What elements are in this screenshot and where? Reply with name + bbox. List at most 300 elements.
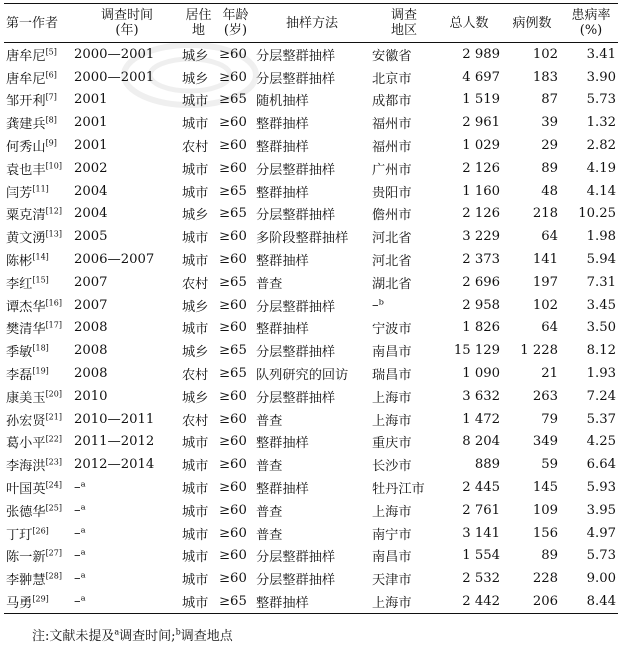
cell-rate: 9.00 <box>586 571 616 587</box>
cell-cases: 102 <box>532 297 558 313</box>
table-row <box>4 157 618 180</box>
cell-cases: 89 <box>541 160 558 176</box>
citation-ref: [6] <box>45 70 57 80</box>
cell-residence: 城市 <box>182 322 209 338</box>
citation-ref: [21] <box>45 412 62 422</box>
cell-total: 2 961 <box>462 115 500 131</box>
cell-cases: 145 <box>532 480 558 496</box>
table-row <box>4 590 618 613</box>
cell-time: 2011—2012 <box>74 434 155 450</box>
citation-ref: [17] <box>45 321 62 331</box>
prevalence-table <box>4 3 618 614</box>
citation-ref: [7] <box>45 93 57 103</box>
author-name: 孙宏贤 <box>6 413 46 429</box>
author-name: 李海洪 <box>6 459 46 475</box>
cell-method: 分层整群抽样 <box>256 48 336 64</box>
cell-rate: 1.98 <box>586 229 616 245</box>
cell-age: ≥60 <box>219 115 247 131</box>
author-name: 季敏 <box>6 345 33 361</box>
cell-cases: 206 <box>506 590 566 613</box>
cell-author <box>4 225 66 248</box>
cell-rate: 8.44 <box>566 590 618 613</box>
cell-total: 1 554 <box>462 548 500 564</box>
cell-residence: 城市 <box>182 459 209 475</box>
cell-location: 成都市 <box>372 94 412 110</box>
cell-cases: 1 228 <box>520 343 558 359</box>
cell-time: 2000—2001 <box>74 46 155 62</box>
cell-time: 2000—2001 <box>74 69 155 85</box>
cell-rate: 5.94 <box>586 252 616 268</box>
author-name: 何秀山 <box>6 140 46 156</box>
author-name: 谭杰华 <box>6 299 46 315</box>
cell-time: –ᵃ <box>74 548 86 564</box>
citation-ref: [27] <box>45 549 62 559</box>
cell-rate: 1.93 <box>586 366 616 382</box>
cell-rate: 1.32 <box>586 115 616 131</box>
cell-time: 2012—2014 <box>74 457 155 473</box>
cell-cases: 79 <box>541 411 558 427</box>
cell-cases: 48 <box>541 183 558 199</box>
cell-total: 2 126 <box>462 206 500 222</box>
cell-residence: 城市 <box>182 162 209 178</box>
cell-time: –ᵃ <box>74 571 86 587</box>
cell-cases: 102 <box>532 46 558 62</box>
header-rate <box>566 4 618 43</box>
cell-residence: 城乡 <box>182 71 209 87</box>
cell-rate: 3.45 <box>586 297 616 313</box>
cell-total: 2 989 <box>462 46 500 62</box>
cell-location: 瑞昌市 <box>372 368 412 384</box>
cell-age: ≥65 <box>219 206 247 222</box>
table-row <box>4 476 618 499</box>
cell-cases: 197 <box>532 274 558 290</box>
footnote-mid: 调查时间; <box>119 629 176 644</box>
cell-cases: 349 <box>532 434 558 450</box>
cell-method: 普查 <box>256 504 283 520</box>
cell-location: 上海市 <box>372 413 412 429</box>
cell-residence: 城市 <box>182 185 209 201</box>
header-cases-text: 病例数 <box>512 15 552 31</box>
cell-age: ≥60 <box>219 434 247 450</box>
citation-ref: [5] <box>45 47 57 57</box>
cell-residence: 城乡 <box>182 390 209 406</box>
cell-age: ≥60 <box>219 229 247 245</box>
cell-author <box>4 499 66 522</box>
header-location <box>370 4 438 43</box>
cell-residence: 城乡 <box>182 299 209 315</box>
table-row <box>4 134 618 157</box>
cell-author <box>4 317 66 340</box>
cell-cases: 109 <box>532 502 558 518</box>
cell-residence: 农村 <box>182 140 209 156</box>
cell-total: 4 697 <box>462 69 500 85</box>
cell-total: 3 141 <box>462 525 500 541</box>
cell-rate: 4.19 <box>586 160 616 176</box>
cell-rate: 5.37 <box>586 411 616 427</box>
cell-location: 牡丹江市 <box>372 482 425 498</box>
cell-location: 上海市 <box>372 390 412 406</box>
cell-author <box>4 522 66 545</box>
table-row <box>4 180 618 203</box>
table-header <box>4 4 618 43</box>
cell-location: 上海市 <box>372 504 412 520</box>
table-row <box>4 111 618 134</box>
header-age <box>217 4 254 43</box>
cell-rate: 7.31 <box>586 274 616 290</box>
cell-rate: 3.41 <box>586 46 616 62</box>
cell-total: 2 442 <box>438 590 506 613</box>
cell-author <box>4 157 66 180</box>
citation-ref: [24] <box>45 480 62 490</box>
cell-residence: 城市 <box>182 550 209 566</box>
cell-total: 1 090 <box>462 366 500 382</box>
cell-time: 2008 <box>74 366 108 382</box>
author-name: 邹开利 <box>6 94 46 110</box>
cell-location: 广州市 <box>372 162 412 178</box>
table-row <box>4 339 618 362</box>
citation-ref: [14] <box>32 252 49 262</box>
cell-residence: 城市 <box>180 590 217 613</box>
header-rate-line1: 患病率 <box>571 8 611 23</box>
cell-total: 3 229 <box>462 229 500 245</box>
cell-cases: 89 <box>541 548 558 564</box>
cell-rate: 8.12 <box>586 343 616 359</box>
cell-age: ≥60 <box>219 525 247 541</box>
table-row <box>4 317 618 340</box>
cell-time: 2008 <box>74 343 108 359</box>
cell-age: ≥60 <box>219 160 247 176</box>
cell-age: ≥60 <box>219 69 247 85</box>
cell-total: 1 519 <box>462 92 500 108</box>
header-time-line2: (年) <box>115 23 139 38</box>
author-name: 龚建兵 <box>6 117 46 133</box>
cell-location: 天津市 <box>372 573 412 589</box>
header-location-line2: 地区 <box>390 23 417 38</box>
cell-rate: 5.93 <box>586 480 616 496</box>
cell-time: 2002 <box>74 160 108 176</box>
cell-total: 2 532 <box>462 571 500 587</box>
cell-residence: 城市 <box>182 231 209 247</box>
cell-age: ≥60 <box>219 388 247 404</box>
cell-method: 整群抽样 <box>256 482 309 498</box>
cell-rate: 3.95 <box>586 502 616 518</box>
cell-cases: 218 <box>532 206 558 222</box>
cell-total: 1 472 <box>462 411 500 427</box>
table-row <box>4 522 618 545</box>
cell-total: 1 160 <box>462 183 500 199</box>
cell-location: 南昌市 <box>372 550 412 566</box>
footnote-sup-b: b <box>175 627 181 637</box>
cell-location: 湖北省 <box>372 276 412 292</box>
header-author <box>4 4 66 43</box>
cell-method: 整群抽样 <box>256 185 309 201</box>
cell-time: 2001 <box>74 92 108 108</box>
cell-author <box>4 111 66 134</box>
cell-author <box>4 248 66 271</box>
author-name: 马勇 <box>6 596 33 612</box>
cell-total: 1 029 <box>462 138 500 154</box>
cell-location: 福州市 <box>372 140 412 156</box>
cell-residence: 城乡 <box>182 208 209 224</box>
cell-time: –ᵃ <box>74 480 86 496</box>
cell-rate: 4.25 <box>586 434 616 450</box>
cell-location: 北京市 <box>372 71 412 87</box>
cell-time: 2004 <box>74 183 108 199</box>
cell-residence: 城市 <box>182 436 209 452</box>
cell-rate: 6.64 <box>586 457 616 473</box>
cell-method: 普查 <box>256 276 283 292</box>
header-author-text: 第一作者 <box>6 15 59 31</box>
cell-cases: 64 <box>541 320 558 336</box>
cell-time: 2008 <box>74 320 108 336</box>
table-row <box>4 271 618 294</box>
table-row <box>4 294 618 317</box>
cell-method: 普查 <box>256 413 283 429</box>
cell-total: 2 696 <box>462 274 500 290</box>
cell-cases: 39 <box>541 115 558 131</box>
author-name: 丁玎 <box>6 527 33 543</box>
cell-method: 整群抽样 <box>256 436 309 452</box>
cell-rate: 3.90 <box>586 69 616 85</box>
cell-age: ≥60 <box>219 457 247 473</box>
table-row <box>4 385 618 408</box>
cell-age: ≥65 <box>219 343 247 359</box>
cell-method: 整群抽样 <box>256 322 309 338</box>
author-name: 黄文湧 <box>6 231 46 247</box>
cell-total: 2 126 <box>462 160 500 176</box>
author-name: 陈彬 <box>6 254 33 270</box>
cell-age: ≥65 <box>219 366 247 382</box>
cell-rate: 4.97 <box>586 525 616 541</box>
table-row <box>4 43 618 66</box>
cell-location: –ᵇ <box>372 297 384 313</box>
author-name: 闫芳 <box>6 185 33 201</box>
footnote-prefix: 注:文献未提及 <box>32 629 115 644</box>
cell-author <box>4 408 66 431</box>
citation-ref: [18] <box>32 343 49 353</box>
cell-time: 2007 <box>74 274 108 290</box>
cell-age: ≥65 <box>219 183 247 199</box>
citation-ref: [16] <box>45 298 62 308</box>
cell-age: ≥60 <box>219 548 247 564</box>
cell-total: 889 <box>474 457 500 473</box>
author-name: 葛小平 <box>6 436 46 452</box>
citation-ref: [23] <box>45 457 62 467</box>
cell-location: 河北省 <box>372 254 412 270</box>
citation-ref: [26] <box>32 526 49 536</box>
cell-age: ≥65 <box>217 590 254 613</box>
cell-total: 8 204 <box>462 434 500 450</box>
table-row <box>4 408 618 431</box>
header-age-line1: 年龄 <box>222 8 249 23</box>
table-footnote <box>32 625 233 644</box>
table-body <box>4 43 618 614</box>
cell-method: 分层整群抽样 <box>256 345 336 361</box>
table-row <box>4 567 618 590</box>
author-name: 张德华 <box>6 504 46 520</box>
cell-cases: 64 <box>541 229 558 245</box>
cell-author <box>4 339 66 362</box>
cell-author <box>4 476 66 499</box>
cell-method: 分层整群抽样 <box>256 162 336 178</box>
author-name: 樊清华 <box>6 322 46 338</box>
author-name: 唐牟尼 <box>6 48 46 64</box>
header-age-line2: (岁) <box>223 23 248 38</box>
cell-total: 2 373 <box>462 252 500 268</box>
cell-method: 分层整群抽样 <box>256 573 336 589</box>
cell-residence: 城市 <box>182 573 209 589</box>
cell-age: ≥60 <box>219 252 247 268</box>
citation-ref: [28] <box>45 571 62 581</box>
cell-author <box>4 431 66 454</box>
cell-total: 3 632 <box>462 388 500 404</box>
cell-time: –ᵃ <box>74 502 86 518</box>
header-rate-line2: (%) <box>579 23 603 38</box>
cell-time: 2010 <box>74 388 108 404</box>
header-method <box>254 4 370 43</box>
cell-age: ≥60 <box>219 320 247 336</box>
cell-location: 上海市 <box>370 590 438 613</box>
cell-rate: 2.82 <box>586 138 616 154</box>
cell-method: 整群抽样 <box>256 140 309 156</box>
cell-author <box>4 545 66 568</box>
cell-cases: 228 <box>532 571 558 587</box>
cell-age: ≥60 <box>219 480 247 496</box>
table-row <box>4 89 618 112</box>
cell-residence: 城市 <box>182 254 209 270</box>
cell-location: 南昌市 <box>372 345 412 361</box>
cell-residence: 城市 <box>182 117 209 133</box>
cell-method: 分层整群抽样 <box>256 208 336 224</box>
cell-rate: 10.25 <box>578 206 616 222</box>
author-name: 陈一新 <box>6 550 46 566</box>
header-time-line1: 调查时间 <box>100 8 153 23</box>
cell-time: –ᵃ <box>66 590 180 613</box>
cell-location: 长沙市 <box>372 459 412 475</box>
cell-author <box>4 453 66 476</box>
cell-location: 重庆市 <box>372 436 412 452</box>
cell-method: 队列研究的回访 <box>256 368 349 384</box>
cell-author <box>4 567 66 590</box>
cell-age: ≥65 <box>219 92 247 108</box>
citation-ref: [13] <box>45 229 62 239</box>
cell-method: 分层整群抽样 <box>256 299 336 315</box>
cell-method: 整群抽样 <box>256 117 309 133</box>
cell-method: 分层整群抽样 <box>256 71 336 87</box>
cell-residence: 农村 <box>182 276 209 292</box>
header-method-text: 抽样方法 <box>285 15 338 31</box>
cell-total: 2 958 <box>462 297 500 313</box>
cell-age: ≥60 <box>219 571 247 587</box>
citation-ref: [10] <box>45 161 62 171</box>
citation-ref: [9] <box>45 138 57 148</box>
header-total-text: 总人数 <box>449 15 489 31</box>
cell-cases: 87 <box>541 92 558 108</box>
cell-residence: 农村 <box>182 368 209 384</box>
cell-age: ≥60 <box>219 46 247 62</box>
author-name: 李翀慧 <box>6 573 46 589</box>
cell-residence: 城市 <box>182 527 209 543</box>
cell-age: ≥60 <box>219 502 247 518</box>
table-row <box>4 499 618 522</box>
cell-author <box>4 590 66 613</box>
cell-method: 整群抽样 <box>256 254 309 270</box>
cell-residence: 城乡 <box>182 48 209 64</box>
table-row <box>4 203 618 226</box>
cell-rate: 4.14 <box>586 183 616 199</box>
table-row <box>4 431 618 454</box>
cell-author <box>4 89 66 112</box>
cell-time: 2006—2007 <box>74 252 155 268</box>
footnote-suffix: 调查地点 <box>180 629 233 644</box>
cell-method: 普查 <box>256 459 283 475</box>
cell-age: ≥60 <box>219 297 247 313</box>
table-row <box>4 248 618 271</box>
cell-time: 2007 <box>74 297 108 313</box>
header-residence <box>180 4 217 43</box>
cell-author <box>4 180 66 203</box>
author-name: 李红 <box>6 276 33 292</box>
cell-location: 贵阳市 <box>372 185 412 201</box>
citation-ref: [11] <box>32 184 49 194</box>
citation-ref: [20] <box>45 389 62 399</box>
cell-author <box>4 134 66 157</box>
author-name: 李磊 <box>6 368 33 384</box>
author-name: 袁也丰 <box>6 162 46 178</box>
cell-method: 普查 <box>256 527 283 543</box>
cell-location: 河北省 <box>372 231 412 247</box>
author-name: 叶国英 <box>6 482 46 498</box>
author-name: 康美玉 <box>6 390 46 406</box>
cell-rate: 5.73 <box>586 92 616 108</box>
table-row <box>4 66 618 89</box>
cell-total: 15 129 <box>453 343 500 359</box>
cell-time: 2005 <box>74 229 108 245</box>
cell-cases: 183 <box>532 69 558 85</box>
cell-age: ≥65 <box>219 274 247 290</box>
cell-location: 南宁市 <box>372 527 412 543</box>
cell-method: 多阶段整群抽样 <box>256 231 349 247</box>
citation-ref: [29] <box>32 594 49 604</box>
cell-method: 分层整群抽样 <box>256 390 336 406</box>
header-time <box>66 4 180 43</box>
cell-location: 福州市 <box>372 117 412 133</box>
author-name: 粟克清 <box>6 208 46 224</box>
cell-location: 儋州市 <box>372 208 412 224</box>
cell-author <box>4 203 66 226</box>
cell-author <box>4 294 66 317</box>
header-cases <box>506 4 566 43</box>
cell-residence: 城市 <box>182 94 209 110</box>
cell-cases: 59 <box>541 457 558 473</box>
citation-ref: [25] <box>45 503 62 513</box>
table-row <box>4 225 618 248</box>
cell-location: 宁波市 <box>372 322 412 338</box>
citation-ref: [15] <box>32 275 49 285</box>
citation-ref: [12] <box>45 207 62 217</box>
header-row <box>4 4 618 43</box>
header-residence-text: 居住地 <box>185 8 212 38</box>
citation-ref: [8] <box>45 115 57 125</box>
cell-location: 安徽省 <box>372 48 412 64</box>
cell-author <box>4 362 66 385</box>
cell-time: –ᵃ <box>74 525 86 541</box>
table-row <box>4 362 618 385</box>
cell-residence: 城市 <box>182 482 209 498</box>
cell-total: 2 445 <box>462 480 500 496</box>
cell-author <box>4 43 66 66</box>
cell-cases: 156 <box>532 525 558 541</box>
